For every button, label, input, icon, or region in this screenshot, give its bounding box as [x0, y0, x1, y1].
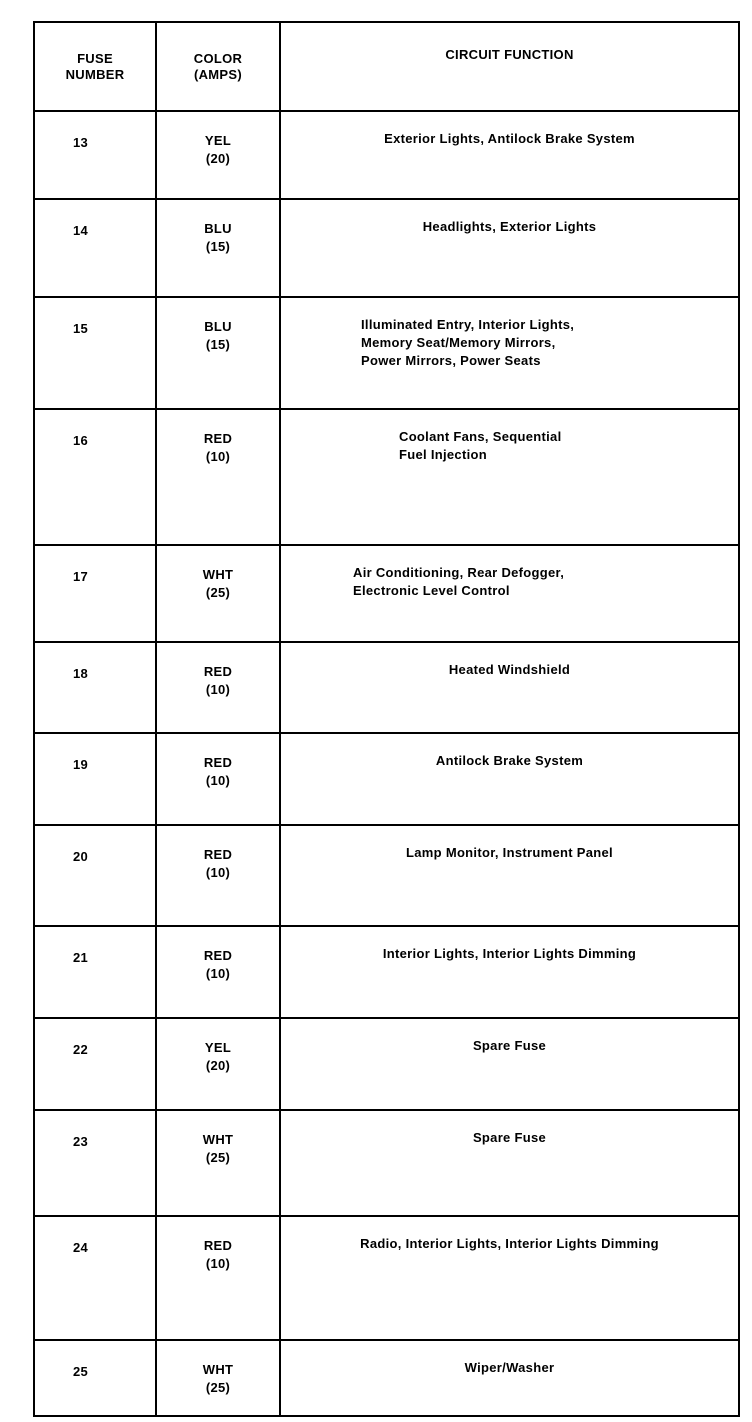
- fuse-color-amps: RED (10): [203, 1238, 233, 1271]
- column-header-circuit-function: [280, 22, 739, 111]
- fuse-color-cell: [156, 111, 280, 199]
- fuse-number: 19: [73, 757, 89, 772]
- circuit-function-cell: [280, 1340, 739, 1416]
- circuit-function: Spare Fuse: [472, 1130, 547, 1145]
- fuse-color-amps: WHT (25): [202, 1132, 234, 1165]
- table-row: [34, 1018, 739, 1110]
- fuse-number: 23: [73, 1134, 89, 1149]
- fuse-color-amps: RED (10): [203, 948, 233, 981]
- fuse-color-amps: WHT (25): [202, 1362, 234, 1395]
- fuse-number: 21: [73, 950, 89, 965]
- table-row: [34, 199, 739, 297]
- circuit-function-cell: [280, 825, 739, 926]
- fuse-color-amps: YEL (20): [204, 133, 232, 166]
- circuit-function-cell: [280, 111, 739, 199]
- column-header-color-amps-label: COLOR (AMPS): [193, 51, 243, 82]
- circuit-function: Interior Lights, Interior Lights Dimming: [382, 946, 637, 961]
- table-row: [34, 926, 739, 1018]
- table-row: [34, 409, 739, 545]
- fuse-number: 22: [73, 1042, 89, 1057]
- fuse-color-cell: [156, 1018, 280, 1110]
- fuse-color-amps: RED (10): [203, 664, 233, 697]
- table-row: [34, 1340, 739, 1416]
- table-row: [34, 733, 739, 825]
- fuse-chart-sheet: [33, 21, 738, 1415]
- table-row: [34, 642, 739, 733]
- circuit-function-cell: [280, 733, 739, 825]
- table-row: [34, 1216, 739, 1340]
- circuit-function-cell: [280, 926, 739, 1018]
- fuse-number-cell: [34, 926, 156, 1018]
- fuse-color-cell: [156, 545, 280, 642]
- table-row: [34, 825, 739, 926]
- fuse-color-cell: [156, 297, 280, 409]
- fuse-color-amps: BLU (15): [204, 221, 232, 254]
- circuit-function: Illuminated Entry, Interior Lights, Memory Seat/Memory Mirrors, Power Mirrors, Power Seats: [361, 317, 575, 368]
- fuse-color-cell: [156, 733, 280, 825]
- column-header-circuit-function-label: CIRCUIT FUNCTION: [445, 47, 574, 62]
- fuse-number: 18: [73, 666, 89, 681]
- circuit-function-cell: [280, 409, 739, 545]
- fuse-color-amps: RED (10): [203, 755, 233, 788]
- table-header-row: [34, 22, 739, 111]
- fuse-number-cell: [34, 825, 156, 926]
- fuse-number: 25: [73, 1364, 89, 1379]
- fuse-color-amps: BLU (15): [204, 319, 232, 352]
- fuse-number-cell: [34, 1110, 156, 1216]
- fuse-color-cell: [156, 1216, 280, 1340]
- circuit-function: Antilock Brake System: [435, 753, 584, 768]
- circuit-function-cell: [280, 297, 739, 409]
- circuit-function: Lamp Monitor, Instrument Panel: [406, 845, 613, 860]
- fuse-number-cell: [34, 111, 156, 199]
- fuse-number: 13: [73, 135, 89, 150]
- circuit-function-cell: [280, 545, 739, 642]
- circuit-function: Exterior Lights, Antilock Brake System: [384, 131, 635, 146]
- fuse-number-cell: [34, 1340, 156, 1416]
- column-header-fuse-number-label: FUSE NUMBER: [65, 51, 125, 82]
- fuse-color-amps: RED (10): [203, 431, 233, 464]
- table-row: [34, 545, 739, 642]
- fuse-number-cell: [34, 545, 156, 642]
- fuse-number-cell: [34, 642, 156, 733]
- circuit-function: Wiper/Washer: [464, 1360, 555, 1375]
- circuit-function: Spare Fuse: [472, 1038, 547, 1053]
- fuse-color-amps: WHT (25): [202, 567, 234, 600]
- fuse-color-cell: [156, 1110, 280, 1216]
- circuit-function: Coolant Fans, Sequential Fuel Injection: [399, 429, 562, 462]
- circuit-function-cell: [280, 1216, 739, 1340]
- circuit-function: Headlights, Exterior Lights: [422, 219, 597, 234]
- circuit-function-cell: [280, 642, 739, 733]
- fuse-color-cell: [156, 642, 280, 733]
- circuit-function-cell: [280, 199, 739, 297]
- fuse-color-cell: [156, 1340, 280, 1416]
- fuse-number: 14: [73, 223, 89, 238]
- fuse-number: 20: [73, 849, 89, 864]
- fuse-number: 16: [73, 433, 89, 448]
- column-header-fuse-number: [34, 22, 156, 111]
- circuit-function: Air Conditioning, Rear Defogger, Electronic Level Control: [353, 565, 565, 598]
- circuit-function-cell: [280, 1110, 739, 1216]
- fuse-number-cell: [34, 297, 156, 409]
- fuse-color-amps: RED (10): [203, 847, 233, 880]
- fuse-number-cell: [34, 1216, 156, 1340]
- fuse-table: [33, 21, 740, 1417]
- fuse-color-cell: [156, 409, 280, 545]
- fuse-number: 24: [73, 1240, 89, 1255]
- fuse-color-cell: [156, 199, 280, 297]
- fuse-number-cell: [34, 733, 156, 825]
- fuse-number-cell: [34, 1018, 156, 1110]
- fuse-number: 17: [73, 569, 89, 584]
- circuit-function-cell: [280, 1018, 739, 1110]
- fuse-number-cell: [34, 409, 156, 545]
- table-row: [34, 1110, 739, 1216]
- fuse-color-amps: YEL (20): [204, 1040, 232, 1073]
- fuse-color-cell: [156, 926, 280, 1018]
- circuit-function: Heated Windshield: [448, 662, 571, 677]
- fuse-color-cell: [156, 825, 280, 926]
- column-header-color-amps: [156, 22, 280, 111]
- table-row: [34, 297, 739, 409]
- table-row: [34, 111, 739, 199]
- circuit-function: Radio, Interior Lights, Interior Lights Dimming: [360, 1236, 659, 1251]
- fuse-number-cell: [34, 199, 156, 297]
- fuse-number: 15: [73, 321, 89, 336]
